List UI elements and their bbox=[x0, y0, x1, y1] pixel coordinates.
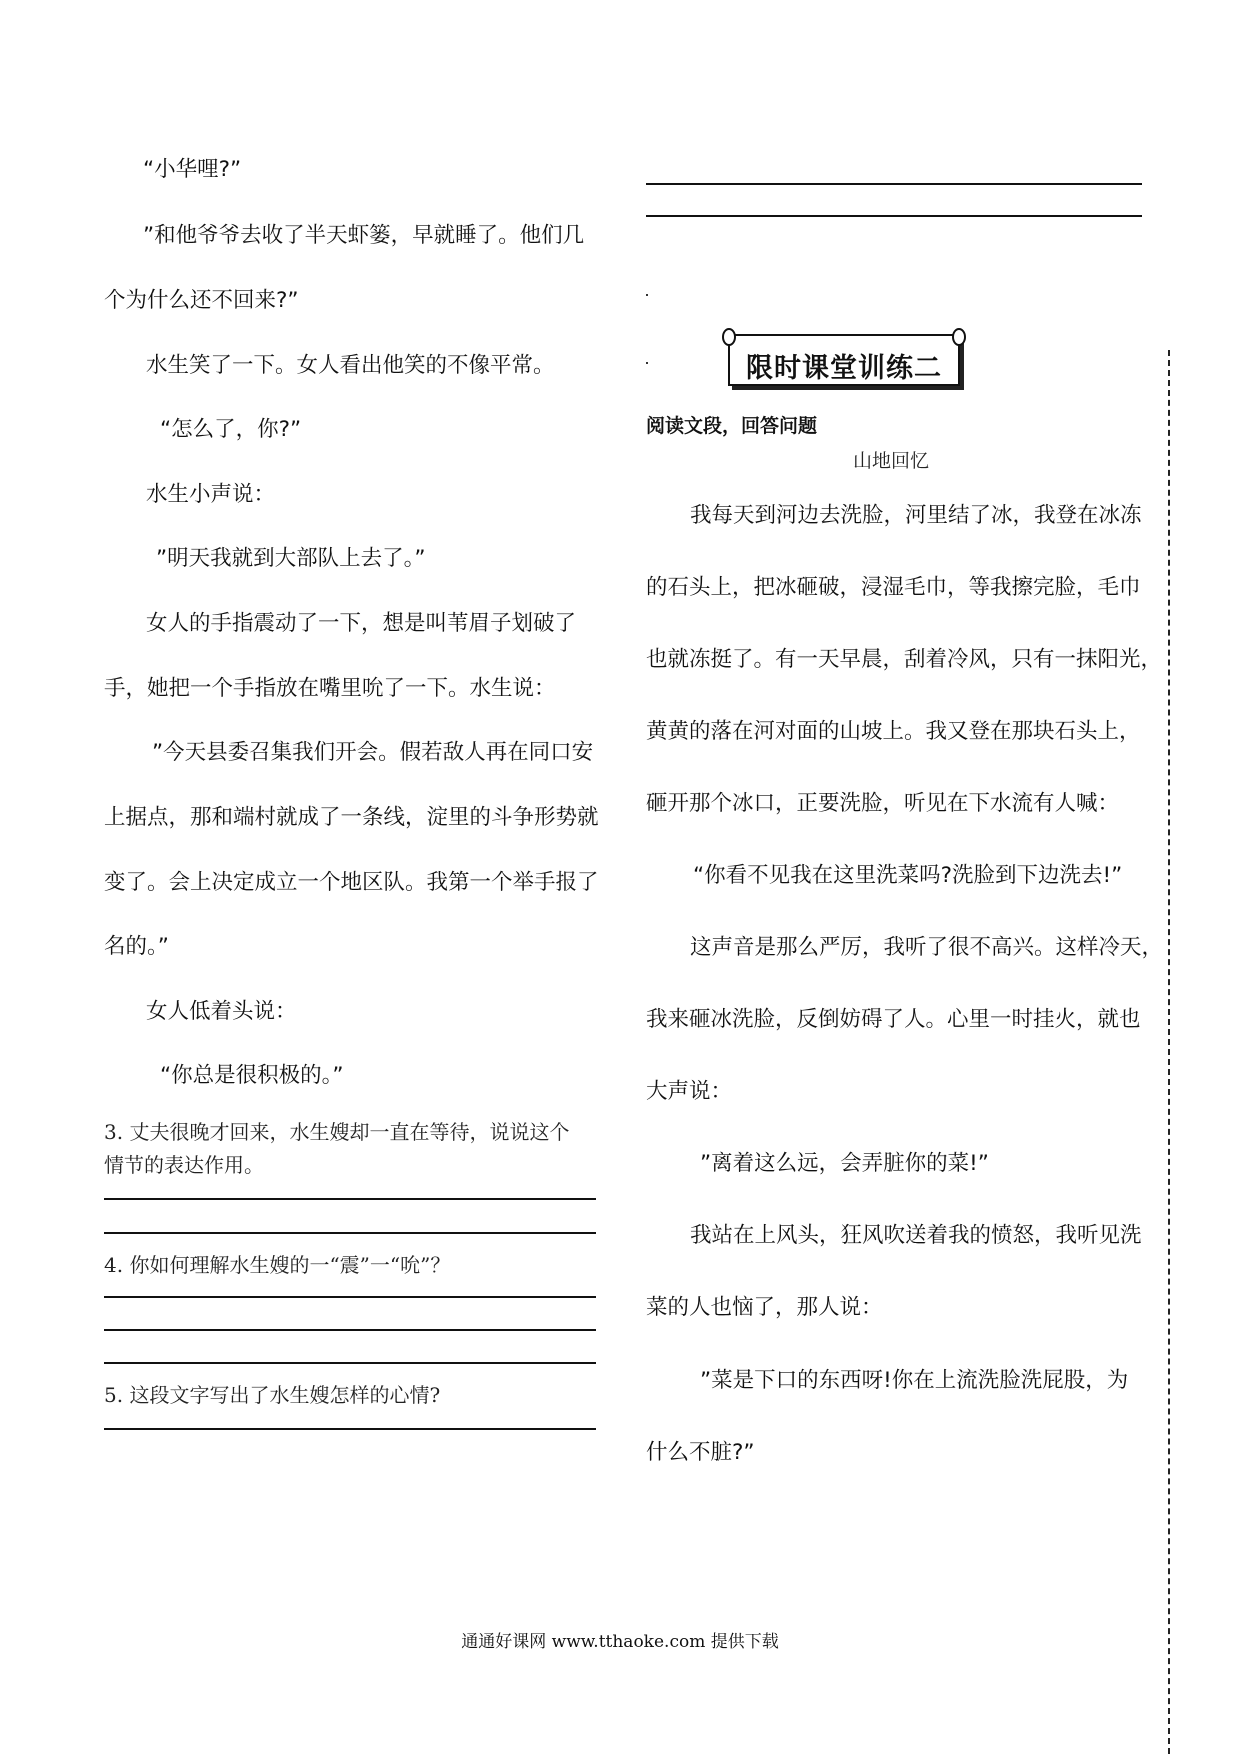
paragraph: 女人低着头说： bbox=[146, 999, 297, 1024]
cut-line bbox=[1168, 350, 1170, 1754]
paragraph: “你总是很积极的。” bbox=[160, 1063, 344, 1088]
paragraph: “怎么了，你?” bbox=[160, 417, 302, 442]
answer-line[interactable] bbox=[646, 215, 1142, 217]
answer-line[interactable] bbox=[646, 183, 1142, 185]
scroll-curl-icon bbox=[722, 328, 736, 346]
paragraph: 黄黄的落在河对面的山坡上。我又登在那块石头上， bbox=[646, 719, 1141, 744]
paragraph: ”和他爷爷去收了半天虾篓，早就睡了。他们几 bbox=[143, 223, 585, 248]
scan-mark bbox=[646, 362, 648, 364]
paragraph: 水生笑了一下。女人看出他笑的不像平常。 bbox=[146, 353, 555, 378]
paragraph: 砸开那个冰口，正要洗脸，听见在下水流有人喊： bbox=[646, 791, 1120, 816]
section-banner bbox=[728, 334, 964, 390]
article-title: 山地回忆 bbox=[853, 450, 930, 472]
instruction: 阅读文段，回答问题 bbox=[646, 415, 818, 437]
question-3-cont: 情节的表达作用。 bbox=[104, 1153, 264, 1177]
question-4: 4. 你如何理解水生嫂的一“震”一“吮”？ bbox=[104, 1253, 451, 1277]
paragraph: ”明天我就到大部队上去了。” bbox=[156, 546, 426, 571]
paragraph: ”今天县委召集我们开会。假若敌人再在同口安 bbox=[152, 740, 594, 765]
answer-line[interactable] bbox=[104, 1428, 596, 1430]
answer-line[interactable] bbox=[104, 1296, 596, 1298]
paragraph: 水生小声说： bbox=[146, 482, 276, 507]
paragraph: 上据点，那和端村就成了一条线，淀里的斗争形势就 bbox=[104, 805, 599, 830]
paragraph: 手，她把一个手指放在嘴里吮了一下。水生说： bbox=[104, 676, 556, 701]
paragraph: 我来砸冰洗脸，反倒妨碍了人。心里一时挂火，就也 bbox=[646, 1007, 1141, 1032]
footer: 通通好课网 www.tthaoke.com 提供下载 bbox=[461, 1632, 779, 1652]
banner-title: 限时课堂训练二 bbox=[746, 353, 942, 384]
answer-line[interactable] bbox=[104, 1362, 596, 1364]
paragraph: ”离着这么远，会弄脏你的菜!” bbox=[700, 1151, 989, 1176]
paragraph: 名的。” bbox=[104, 934, 169, 959]
paragraph: 我每天到河边去洗脸，河里结了冰，我登在冰冻 bbox=[690, 503, 1142, 528]
paragraph: 女人的手指震动了一下，想是叫苇眉子划破了 bbox=[146, 611, 577, 636]
question-5: 5. 这段文字写出了水生嫂怎样的心情? bbox=[104, 1383, 441, 1407]
paragraph: 的石头上，把冰砸破，浸湿毛巾，等我擦完脸，毛巾 bbox=[646, 575, 1141, 600]
paragraph: 这声音是那么严厉，我听了很不高兴。这样冷天， bbox=[690, 935, 1164, 960]
paragraph: 菜的人也恼了，那人说： bbox=[646, 1295, 883, 1320]
scroll-curl-icon bbox=[952, 328, 966, 346]
paragraph: 变了。会上决定成立一个地区队。我第一个举手报了 bbox=[104, 870, 599, 895]
scan-mark bbox=[646, 294, 648, 296]
paragraph: 我站在上风头，狂风吹送着我的愤怒，我听见洗 bbox=[690, 1223, 1142, 1248]
paragraph: ”菜是下口的东西呀!你在上流洗脸洗屁股，为 bbox=[700, 1368, 1129, 1393]
paragraph: “小华哩?” bbox=[143, 157, 242, 182]
answer-line[interactable] bbox=[104, 1232, 596, 1234]
paragraph: 什么不脏?” bbox=[646, 1440, 755, 1465]
question-3: 3. 丈夫很晚才回来，水生嫂却一直在等待，说说这个 bbox=[104, 1120, 570, 1144]
answer-line[interactable] bbox=[104, 1329, 596, 1331]
paragraph: 大声说： bbox=[646, 1079, 733, 1104]
paragraph: 也就冻挺了。有一天早晨，刮着冷风，只有一抹阳光， bbox=[646, 647, 1163, 672]
paragraph: 个为什么还不回来?” bbox=[104, 288, 299, 313]
answer-line[interactable] bbox=[104, 1198, 596, 1200]
paragraph: “你看不见我在这里洗菜吗?洗脸到下边洗去!” bbox=[693, 863, 1123, 888]
